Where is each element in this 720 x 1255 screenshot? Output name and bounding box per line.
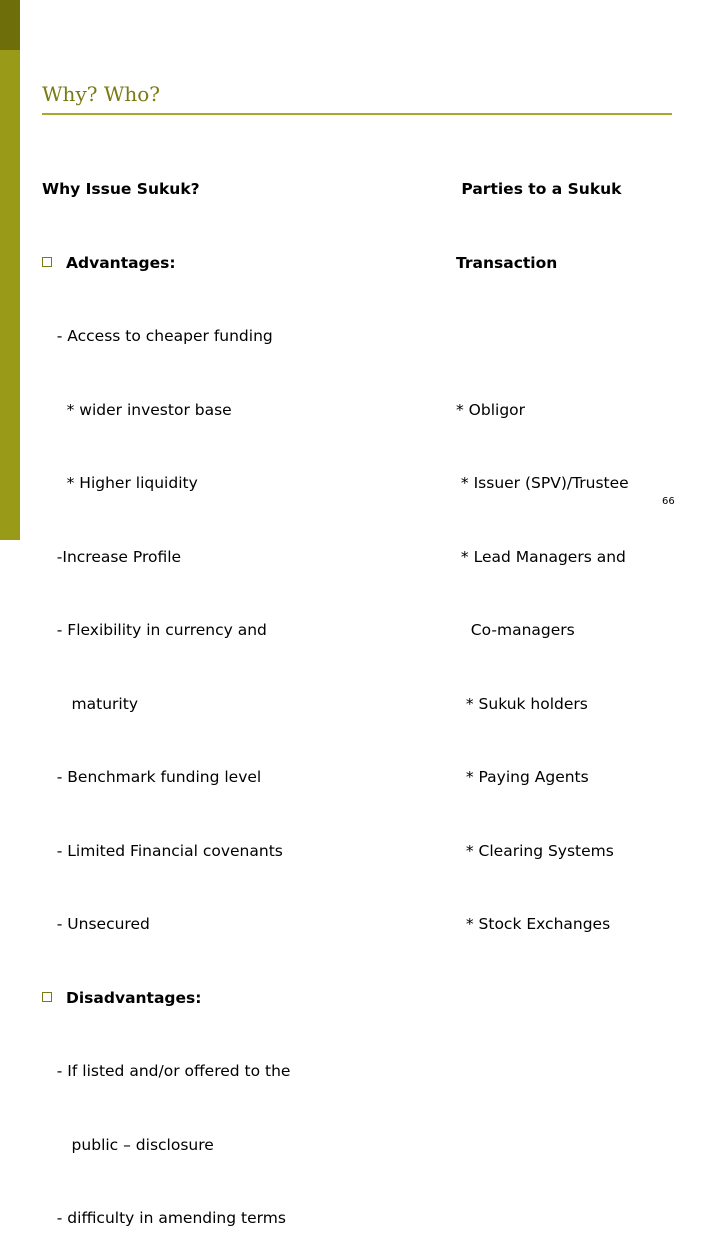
disadvantage-text: public – disclosure: [56, 1135, 214, 1154]
right-heading-text: Transaction: [456, 253, 558, 272]
right-heading-line2: [456, 251, 629, 276]
list-item: * Paying Agents: [456, 768, 589, 786]
list-item: [42, 1133, 290, 1158]
list-item: * Stock Exchanges: [456, 915, 611, 933]
left-column: [42, 128, 290, 1255]
left-accent-bar: [0, 0, 20, 540]
left-heading: Why Issue Sukuk?: [42, 180, 200, 198]
slide-title: Why? Who?: [42, 82, 161, 106]
list-item: [42, 545, 290, 570]
list-item: * Lead Managers and: [456, 547, 626, 566]
advantage-text: maturity: [56, 694, 138, 713]
list-item: [42, 1206, 290, 1231]
disadvantages-label: Disadvantages:: [66, 988, 202, 1007]
disadvantage-text: - difficulty in amending terms: [56, 1209, 286, 1227]
list-item: [42, 765, 290, 790]
list-item: * Issuer (SPV)/Trustee: [456, 474, 629, 492]
list-item: [42, 398, 290, 423]
right-heading-line1: [456, 177, 629, 202]
list-item: * Obligor: [456, 400, 526, 419]
advantage-text: - Unsecured: [56, 915, 150, 933]
disadvantage-text: - If listed and/or offered to the: [56, 1062, 291, 1080]
right-heading-text: Parties to a Sukuk: [461, 180, 622, 198]
title-underline: [42, 113, 672, 115]
list-item: Co-managers: [456, 621, 575, 639]
advantage-text: - Access to cheaper funding: [56, 327, 273, 345]
list-item: * Sukuk holders: [456, 694, 588, 713]
page-number: 66: [662, 496, 675, 507]
square-bullet-icon: [42, 257, 52, 267]
advantage-text: -Increase Profile: [56, 547, 182, 566]
advantages-label: Advantages:: [66, 253, 176, 272]
list-item: [42, 692, 290, 717]
list-item: [42, 618, 290, 643]
list-item: [42, 471, 290, 496]
spacer: [456, 324, 629, 349]
list-item: [42, 839, 290, 864]
advantage-text: - Benchmark funding level: [56, 768, 262, 786]
left-accent-bar-top: [0, 0, 20, 50]
advantage-text: * wider investor base: [56, 400, 232, 419]
disadvantages-item: [42, 986, 290, 1011]
advantage-text: - Flexibility in currency and: [56, 621, 267, 639]
list-item: [42, 324, 290, 349]
list-item: [42, 1059, 290, 1084]
right-column: [456, 128, 629, 961]
advantages-item: [42, 251, 290, 276]
square-bullet-icon: [42, 992, 52, 1002]
list-item: * Clearing Systems: [456, 841, 614, 860]
list-item: [42, 912, 290, 937]
advantage-text: - Limited Financial covenants: [56, 841, 283, 860]
advantage-text: * Higher liquidity: [56, 474, 198, 492]
